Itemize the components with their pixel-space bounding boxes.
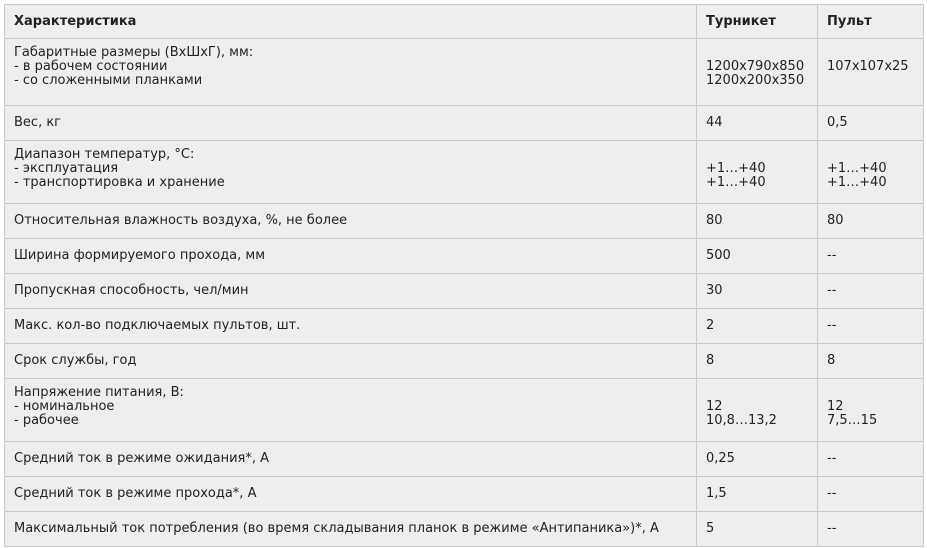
cell-characteristic — [5, 477, 697, 512]
header-remote: Пульт — [818, 5, 924, 39]
cell-remote-line: 12 — [827, 399, 844, 414]
cell-characteristic-line: Ширина формируемого прохода, мм — [14, 248, 266, 263]
cell-turnstile-line: 5 — [706, 521, 715, 536]
cell-turnstile-line: 1200x200x350 — [706, 73, 805, 88]
cell-remote — [818, 442, 924, 477]
cell-remote — [818, 141, 924, 204]
cell-remote-line: -- — [827, 451, 837, 466]
cell-characteristic — [5, 274, 697, 309]
cell-turnstile — [697, 344, 818, 379]
cell-remote-line: -- — [827, 521, 837, 536]
cell-remote-line: +1…+40 — [827, 175, 887, 190]
cell-characteristic-line: Относительная влажность воздуха, %, не более — [14, 213, 348, 228]
cell-characteristic-line: Напряжение питания, В: — [14, 385, 184, 400]
cell-remote-line: -- — [827, 248, 837, 263]
header-turnstile: Турникет — [697, 5, 818, 39]
header-characteristic: Характеристика — [5, 5, 697, 39]
table-row — [5, 477, 924, 512]
cell-turnstile-line: 44 — [706, 115, 723, 130]
cell-remote — [818, 512, 924, 547]
cell-remote — [818, 239, 924, 274]
cell-remote — [818, 106, 924, 141]
cell-turnstile-line: 8 — [706, 353, 715, 368]
cell-characteristic — [5, 379, 697, 442]
cell-turnstile — [697, 442, 818, 477]
table-row — [5, 39, 924, 106]
cell-remote-line: -- — [827, 283, 837, 298]
cell-remote-line: 7,5…15 — [827, 413, 878, 428]
cell-turnstile — [697, 274, 818, 309]
cell-remote — [818, 379, 924, 442]
cell-remote-line: 8 — [827, 353, 836, 368]
table-row — [5, 274, 924, 309]
cell-characteristic — [5, 106, 697, 141]
cell-characteristic-line: Срок службы, год — [14, 353, 137, 368]
cell-turnstile — [697, 477, 818, 512]
cell-turnstile — [697, 239, 818, 274]
cell-turnstile-line: 0,25 — [706, 451, 735, 466]
cell-remote-line: -- — [827, 486, 837, 501]
cell-characteristic — [5, 512, 697, 547]
cell-characteristic-line: Максимальный ток потребления (во время складывания планок в режиме «Антипаника»)*, А — [14, 521, 659, 536]
specifications-table — [4, 4, 924, 547]
cell-characteristic-line: Пропускная способность, чел/мин — [14, 283, 249, 298]
cell-remote-line: -- — [827, 318, 837, 333]
cell-characteristic-line: - рабочее — [14, 413, 79, 428]
cell-turnstile-line: +1…+40 — [706, 175, 766, 190]
cell-characteristic — [5, 204, 697, 239]
table-row — [5, 141, 924, 204]
cell-turnstile-line: 10,8…13,2 — [706, 413, 777, 428]
cell-characteristic — [5, 39, 697, 106]
cell-characteristic-line: Вес, кг — [14, 115, 62, 130]
cell-characteristic — [5, 239, 697, 274]
cell-remote-line: 80 — [827, 213, 844, 228]
cell-turnstile-line: 1,5 — [706, 486, 727, 501]
cell-characteristic-line: Средний ток в режиме прохода*, А — [14, 486, 257, 501]
cell-turnstile-line: 80 — [706, 213, 723, 228]
cell-turnstile-line: +1…+40 — [706, 161, 766, 176]
cell-characteristic — [5, 141, 697, 204]
cell-characteristic-line: Габаритные размеры (ВхШхГ), мм: — [14, 45, 254, 60]
cell-remote — [818, 274, 924, 309]
cell-turnstile — [697, 141, 818, 204]
cell-remote-line: 107x107x25 — [827, 59, 909, 74]
cell-turnstile-line: 30 — [706, 283, 723, 298]
table-row — [5, 239, 924, 274]
cell-characteristic-line: - номинальное — [14, 399, 115, 414]
cell-characteristic — [5, 442, 697, 477]
cell-characteristic-line: Макс. кол-во подключаемых пультов, шт. — [14, 318, 301, 333]
cell-remote — [818, 39, 924, 106]
cell-turnstile-line: 500 — [706, 248, 731, 263]
cell-turnstile — [697, 309, 818, 344]
cell-remote-line: 0,5 — [827, 115, 848, 130]
cell-characteristic-line: Диапазон температур, °С: — [14, 147, 195, 162]
cell-remote — [818, 204, 924, 239]
cell-turnstile — [697, 379, 818, 442]
table-row — [5, 309, 924, 344]
cell-remote — [818, 477, 924, 512]
cell-remote-line: +1…+40 — [827, 161, 887, 176]
cell-turnstile-line: 2 — [706, 318, 715, 333]
cell-remote — [818, 309, 924, 344]
cell-characteristic — [5, 309, 697, 344]
cell-characteristic-line: - эксплуатация — [14, 161, 119, 176]
cell-characteristic-line: - со сложенными планками — [14, 73, 203, 88]
cell-characteristic-line: Средний ток в режиме ожидания*, А — [14, 451, 269, 466]
table-row — [5, 344, 924, 379]
cell-characteristic-line: - транспортировка и хранение — [14, 175, 225, 190]
cell-characteristic-line: - в рабочем состоянии — [14, 59, 168, 74]
table-header-row — [5, 5, 924, 39]
table-body — [5, 39, 924, 547]
cell-turnstile — [697, 39, 818, 106]
table-row — [5, 106, 924, 141]
cell-turnstile — [697, 106, 818, 141]
cell-turnstile — [697, 512, 818, 547]
cell-turnstile-line: 12 — [706, 399, 723, 414]
cell-turnstile-line: 1200x790x850 — [706, 59, 805, 74]
table-row — [5, 204, 924, 239]
table-row — [5, 512, 924, 547]
cell-turnstile — [697, 204, 818, 239]
cell-characteristic — [5, 344, 697, 379]
table-row — [5, 379, 924, 442]
table-row — [5, 442, 924, 477]
cell-remote — [818, 344, 924, 379]
